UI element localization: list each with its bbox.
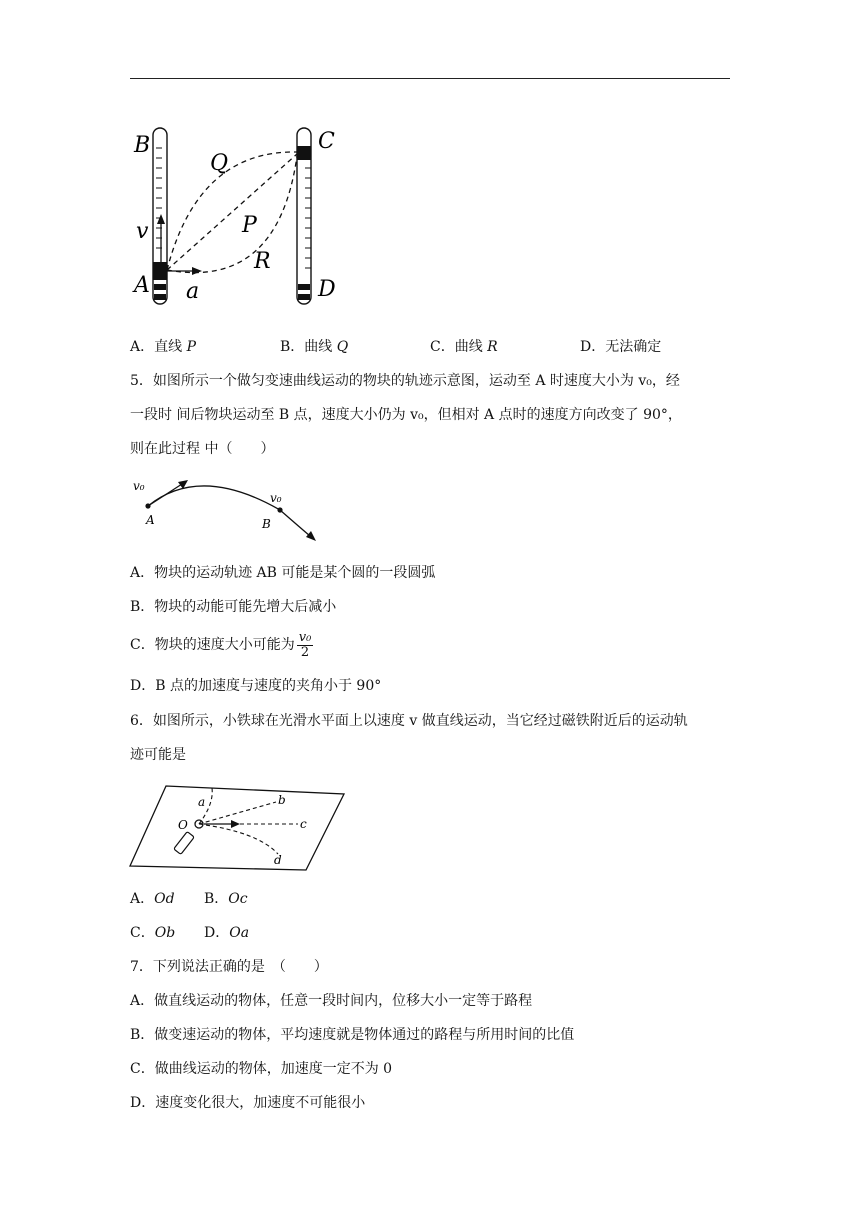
q4-option-b[interactable]: B．曲线 Q: [280, 339, 349, 355]
q4-option-c[interactable]: C．曲线 R: [430, 339, 498, 355]
tube-trajectory-figure: [128, 120, 348, 310]
q5-option-c[interactable]: C．物块的速度大小可能为 $\frac{\text{v₀}}{2}$: [130, 629, 312, 660]
label-v0-b: v₀: [270, 491, 282, 505]
q5-option-a[interactable]: A．物块的运动轨迹 AB 可能是某个圆的一段圆弧: [130, 565, 436, 581]
header-rule: [130, 78, 730, 79]
label-Q: Q: [210, 151, 229, 176]
q6-stem-line-1: 6．如图所示，小铁球在光滑水平面上以速度 v 做直线运动，当它经过磁铁附近后的运动轨: [130, 713, 688, 729]
q6-option-c[interactable]: C．Ob: [130, 925, 176, 941]
q5-stem-line-2: 一段时 间后物块运动至 B 点，速度大小仍为 v₀，但相对 A 点时的速度方向改变了 90°，: [130, 407, 682, 423]
q7-option-c[interactable]: C．做曲线运动的物体，加速度一定不为 0: [130, 1061, 393, 1077]
label-D: D: [318, 277, 336, 302]
magnet-plane-figure: [128, 780, 350, 874]
label-d-path: d: [274, 853, 282, 867]
label-P: P: [242, 213, 257, 238]
fraction-v0-over-2: $\frac{\text{v₀}}{2}$: [298, 629, 312, 660]
label-C: C: [318, 129, 335, 154]
q5-option-b[interactable]: B．物块的动能可能先增大后减小: [130, 599, 337, 615]
label-a: a: [186, 279, 200, 304]
label-B-point: B: [262, 517, 271, 531]
q6-option-b[interactable]: B．Oc: [204, 891, 248, 907]
q5-stem-line-1: 5．如图所示一个做匀变速曲线运动的物块的轨迹示意图，运动至 A 时速度大小为 v₀，经: [130, 373, 680, 389]
q6-stem-line-2: 迹可能是: [130, 747, 186, 763]
q5-stem-line-3: 则在此过程 中（ ）: [130, 441, 275, 457]
label-B: B: [134, 133, 151, 158]
label-v0-a: v₀: [133, 479, 145, 493]
label-b-path: b: [278, 793, 286, 807]
q7-option-b[interactable]: B．做变速运动的物体，平均速度就是物体通过的路程与所用时间的比值: [130, 1027, 575, 1043]
q7-option-a[interactable]: A．做直线运动的物体，任意一段时间内，位移大小一定等于路程: [130, 993, 533, 1009]
label-O: O: [178, 818, 188, 832]
q4-option-a[interactable]: A．直线 P: [130, 339, 196, 355]
label-R: R: [254, 249, 271, 274]
q4-option-d[interactable]: D．无法确定: [580, 339, 662, 355]
curved-trajectory-figure: [130, 470, 330, 550]
label-A: A: [134, 273, 150, 298]
q6-option-d[interactable]: D．Oa: [204, 925, 250, 941]
label-v: v: [136, 219, 149, 244]
q7-stem: 7．下列说法正确的是 （ ）: [130, 959, 328, 975]
label-a-path: a: [198, 795, 206, 809]
q6-option-a[interactable]: A．Od: [130, 891, 175, 907]
q7-option-d[interactable]: D．速度变化很大，加速度不可能很小: [130, 1095, 366, 1111]
label-A-point: A: [146, 513, 155, 527]
q5-option-d[interactable]: D．B 点的加速度与速度的夹角小于 90°: [130, 678, 382, 694]
label-c-path: c: [300, 817, 307, 831]
